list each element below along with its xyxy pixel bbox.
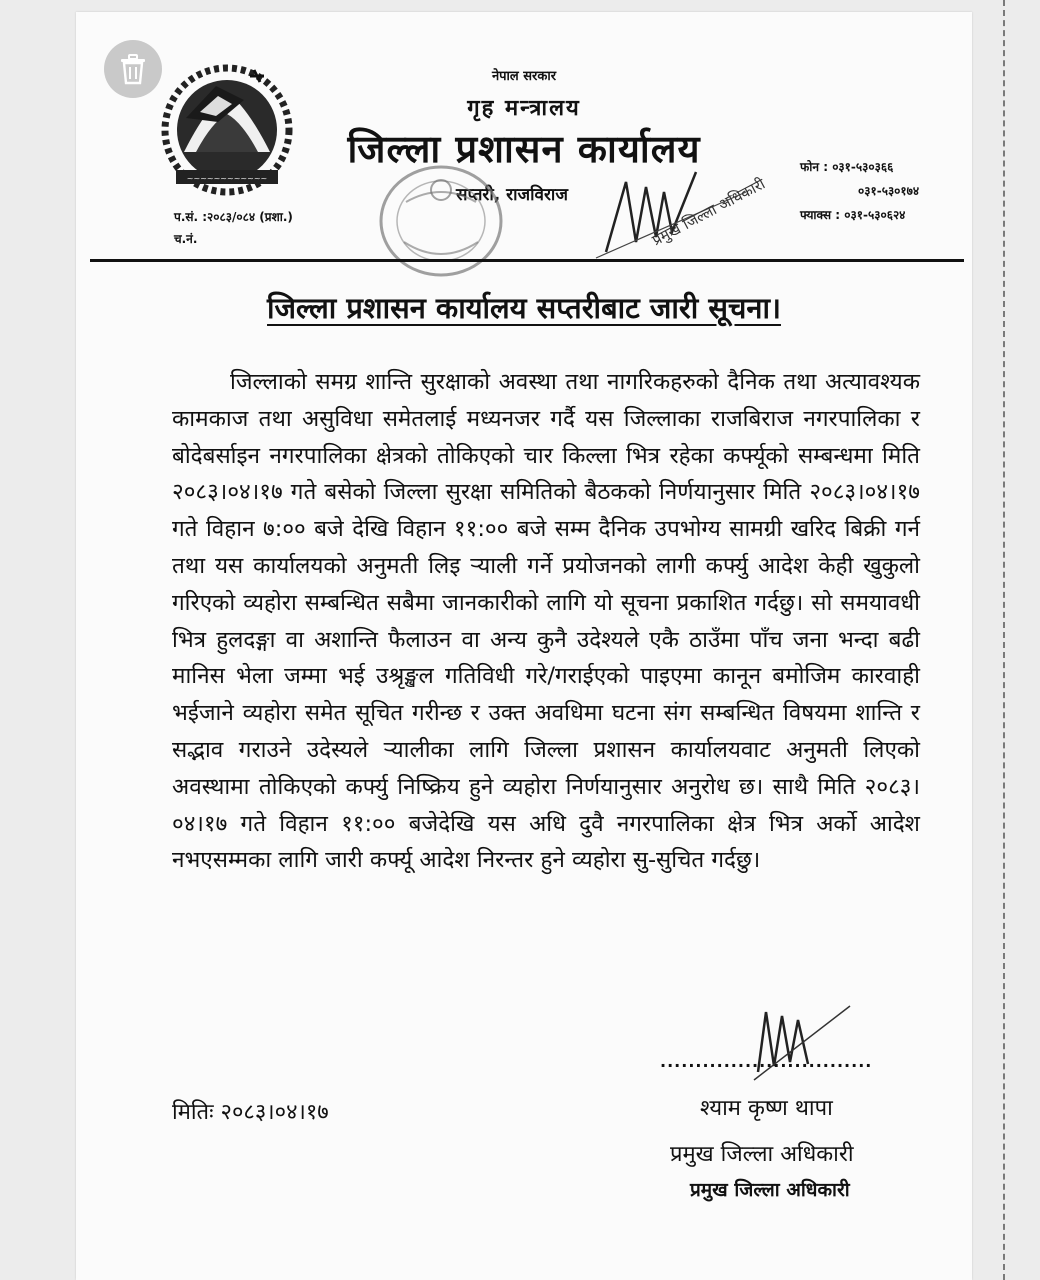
phone-number-1: ०३१-५३०३६६ (832, 160, 894, 174)
government-name: नेपाल सरकार (491, 69, 557, 84)
office-name: जिल्ला प्रशासन कार्यालय (347, 127, 701, 171)
ministry-name: गृह मन्त्रालय (467, 96, 581, 121)
svg-text:~~~~~~~~~~~~: ~~~~~~~~~~~~ (186, 174, 268, 183)
phone-line-1 (800, 158, 893, 175)
notice-body: जिल्लाको समग्र शान्ति सुरक्षाको अवस्था तथा नागरिकहरुको दैनिक तथा अत्यावश्यक कामकाज तथा असुविधा समेतलाई मध्यनजर गर्दै यस जिल्लाका राजबिराज नगरपालिका र बोदेबर्साइन नगरपालिका क्षेत्रको तोकिएको चार किल्ला भित्र रहेका कर्फ्यूको सम्बन्धमा मिति २०८३।०४।१७ गते बसेको जिल्ला सुरक्षा समितिको बैठकको निर्णयानुसार मिति २०८३।०४।१७ गते विहान ७:०० बजे देखि विहान ११:०० बजे सम्म दैनिक उपभोग्य सामग्री खरिद बिक्री गर्न तथा यस कार्यालयको अनुमती लिइ र्‍याली गर्ने प्रयोजनको लागी कर्फ्यु आदेश केही खुकुलो गरिएको व्यहोरा सम्बन्धित सबैमा जानकारीको लागि यो सूचना प्रकाशित गर्दछु। सो समयावधी भित्र हुलदङ्गा वा अशान्ति फैलाउन वा अन्य कुनै उदेश्यले एकै ठाउँमा पाँच जना भन्दा बढी मानिस भेला जम्मा भई उश्रृङ्खल गतिविधी गरे/गराईएको पाइएमा कानून बमोजिम कारवाही भईजाने व्यहोरा समेत सूचित गरीन्छ र उक्त अवधिमा घटना संग सम्बन्धित विषयमा शान्ति र सद्भाव गराउने उदेस्यले र्‍यालीका लागि जिल्ला प्रशासन कार्यालयवाट अनुमती लिएको अवस्थामा तोकिएको कर्फ्यु निष्क्रिय हुने व्यहोरा निर्णयानुसार अनुरोध छ। साथै मिति २०८३।०४।१७ गते विहान ११:०० बजेदेखि यस अधि दुवै नगरपालिका क्षेत्र भित्र अर्को आदेश नभएसम्मका लागि जारी कर्फ्यू आदेश निरन्तर हुने व्यहोरा सु-सुचित गर्दछु। (172, 369, 920, 874)
page-divider (1003, 0, 1005, 1280)
header-divider (90, 259, 964, 262)
reference-number: प.सं. :२०८३/०८४ (प्रशा.) (174, 210, 293, 224)
office-location: सप्तरी, राजविराज (456, 185, 568, 205)
fax-label: फ्याक्स : (800, 208, 841, 222)
phone-label: फोन : (800, 160, 828, 174)
notice-title: जिल्ला प्रशासन कार्यालय सप्तरीबाट जारी सूचना। (267, 291, 781, 325)
notice-date: मितिः २०८३।०४।१७ (172, 1100, 329, 1125)
stamp-designation: प्रमुख जिल्ला अधिकारी (649, 174, 769, 250)
fax-line (800, 206, 905, 223)
signer-name: श्याम कृष्ण थापा (700, 1096, 833, 1121)
signer-designation: प्रमुख जिल्ला अधिकारी (670, 1142, 854, 1167)
signature-line: .............................. (660, 1052, 873, 1071)
notice-document (76, 12, 972, 1280)
delete-button[interactable] (104, 40, 162, 98)
office-seal-stamp (376, 162, 506, 280)
signature-mark (586, 162, 756, 272)
trash-icon (118, 53, 148, 85)
bottom-signature (658, 1002, 858, 1086)
dispatch-number: च.नं. (174, 232, 198, 246)
designation-stamp: प्रमुख जिल्ला अधिकारी (690, 1179, 850, 1201)
fax-number: ०३१-५३०६२४ (844, 208, 906, 222)
phone-number-2: ०३१-५३०१७४ (858, 184, 920, 198)
